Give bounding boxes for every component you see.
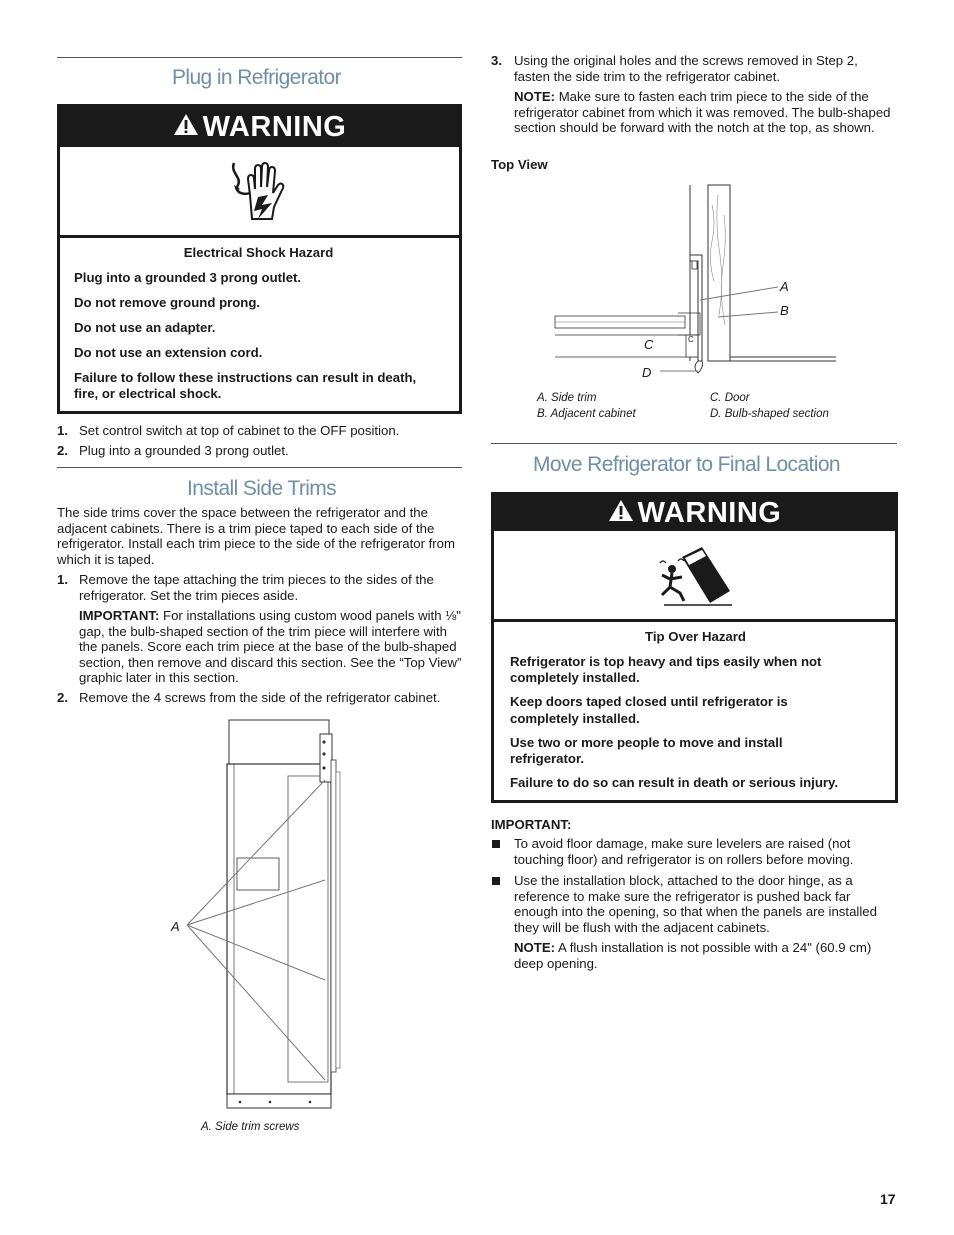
plug-in-title: Plug in Refrigerator (172, 66, 341, 89)
legend-a: A. Side trim (537, 392, 597, 404)
note-paragraph-2: NOTE: A flush installation is not possible with a 24" (60.9 cm) deep opening. (514, 940, 872, 971)
warning-line: Use two or more people to move and install refrigerator. (510, 734, 783, 766)
warning-image-area (494, 531, 895, 622)
trim-step-1: 1. Remove the tape attaching the trim pieces to the sides of the refrigerator. Set the trim pieces aside. (57, 572, 434, 603)
warning-line: Failure to follow these instructions can result in death, fire, or electrical shock. (74, 369, 417, 401)
hazard-title: Electrical Shock Hazard (183, 245, 334, 260)
tip-over-warning-box (491, 492, 898, 803)
legend-b: B. Adjacent cabinet (537, 408, 636, 420)
top-view-label-b: B (780, 303, 789, 318)
warning-label: WARNING (637, 496, 782, 529)
warning-triangle-icon (608, 497, 634, 530)
bullet-icon (492, 840, 500, 848)
figure-caption: A. Side trim screws (201, 1121, 300, 1133)
hazard-title: Tip Over Hazard (645, 629, 746, 644)
section-rule (57, 467, 462, 468)
warning-line: Do not use an adapter. (74, 319, 216, 335)
warning-bar (60, 107, 459, 147)
section-rule-right (491, 443, 897, 444)
trim-step-3: 3. Using the original holes and the screws removed in Step 2, fasten the side trim to the refrigerator cabinet. (491, 53, 858, 84)
top-view-label-c-small: C (688, 335, 694, 344)
legend-d: D. Bulb-shaped section (710, 408, 829, 420)
trim-step-2: 2. Remove the 4 screws from the side of the refrigerator cabinet. (57, 690, 441, 705)
top-view-label: Top View (491, 157, 548, 172)
warning-line: Plug into a grounded 3 prong outlet. (74, 269, 302, 285)
warning-line: Do not use an extension cord. (74, 344, 263, 360)
top-view-label-d: D (642, 365, 652, 380)
bullet-item-2: Use the installation block, attached to the door hinge, as a reference to make sure the refrigerator is pushed back far enough into the opening, so that when the panels are installed they will be flush with the adjacent cabinets. (514, 873, 877, 935)
important-paragraph: IMPORTANT: For installations using custom wood panels with ⅛" gap, the bulb-shaped section of the trim piece will interfere with the panels. Score each trim piece at the base of the bulb-shaped section, then remove and discard this section. See the “Top View” graphic later in this section. (79, 608, 462, 686)
warning-line: Keep doors taped closed until refrigerator is completely installed. (510, 694, 788, 726)
electrical-warning-box (57, 104, 462, 414)
tip-over-hazard-icon (658, 547, 738, 607)
warning-triangle-icon (173, 111, 199, 144)
figure-label-a: A (171, 919, 180, 934)
warning-line: Do not remove ground prong. (74, 294, 261, 310)
move-refrigerator-title: Move Refrigerator to Final Location (533, 453, 840, 476)
warning-line: Refrigerator is top heavy and tips easily when not completely installed. (510, 653, 822, 685)
legend-c: C. Door (710, 392, 750, 404)
top-view-label-c: C (644, 337, 654, 352)
top-view-label-a: A (780, 279, 789, 294)
top-rule-left (57, 57, 462, 58)
page-number: 17 (880, 1191, 896, 1207)
warning-label: WARNING (202, 110, 347, 143)
side-trim-screws-diagram (170, 720, 370, 1120)
note-paragraph: NOTE: Make sure to fasten each trim piece to the side of the refrigerator cabinet from which it was removed. The bulb-shaped section should be forward with the notch at the top, as shown. (514, 89, 891, 136)
bullet-icon (492, 877, 500, 885)
install-side-trims-title: Install Side Trims (187, 477, 337, 500)
warning-line: Failure to do so can result in death or serious injury. (510, 775, 839, 790)
electrical-shock-hand-icon (228, 159, 288, 223)
bullet-item-1: To avoid floor damage, make sure levelers are raised (not touching floor) and refrigerator is on rollers before moving. (514, 836, 854, 867)
warning-bar (494, 495, 895, 531)
top-view-diagram (550, 185, 840, 385)
important-label-right: IMPORTANT: (491, 817, 572, 832)
trims-intro: The side trims cover the space between the refrigerator and the adjacent cabinets. There is a trim piece taped to each side of the refrigerator. Install each trim piece to the side of the refrigerator from which it is taped. (57, 505, 456, 567)
warning-image-area (60, 147, 459, 238)
